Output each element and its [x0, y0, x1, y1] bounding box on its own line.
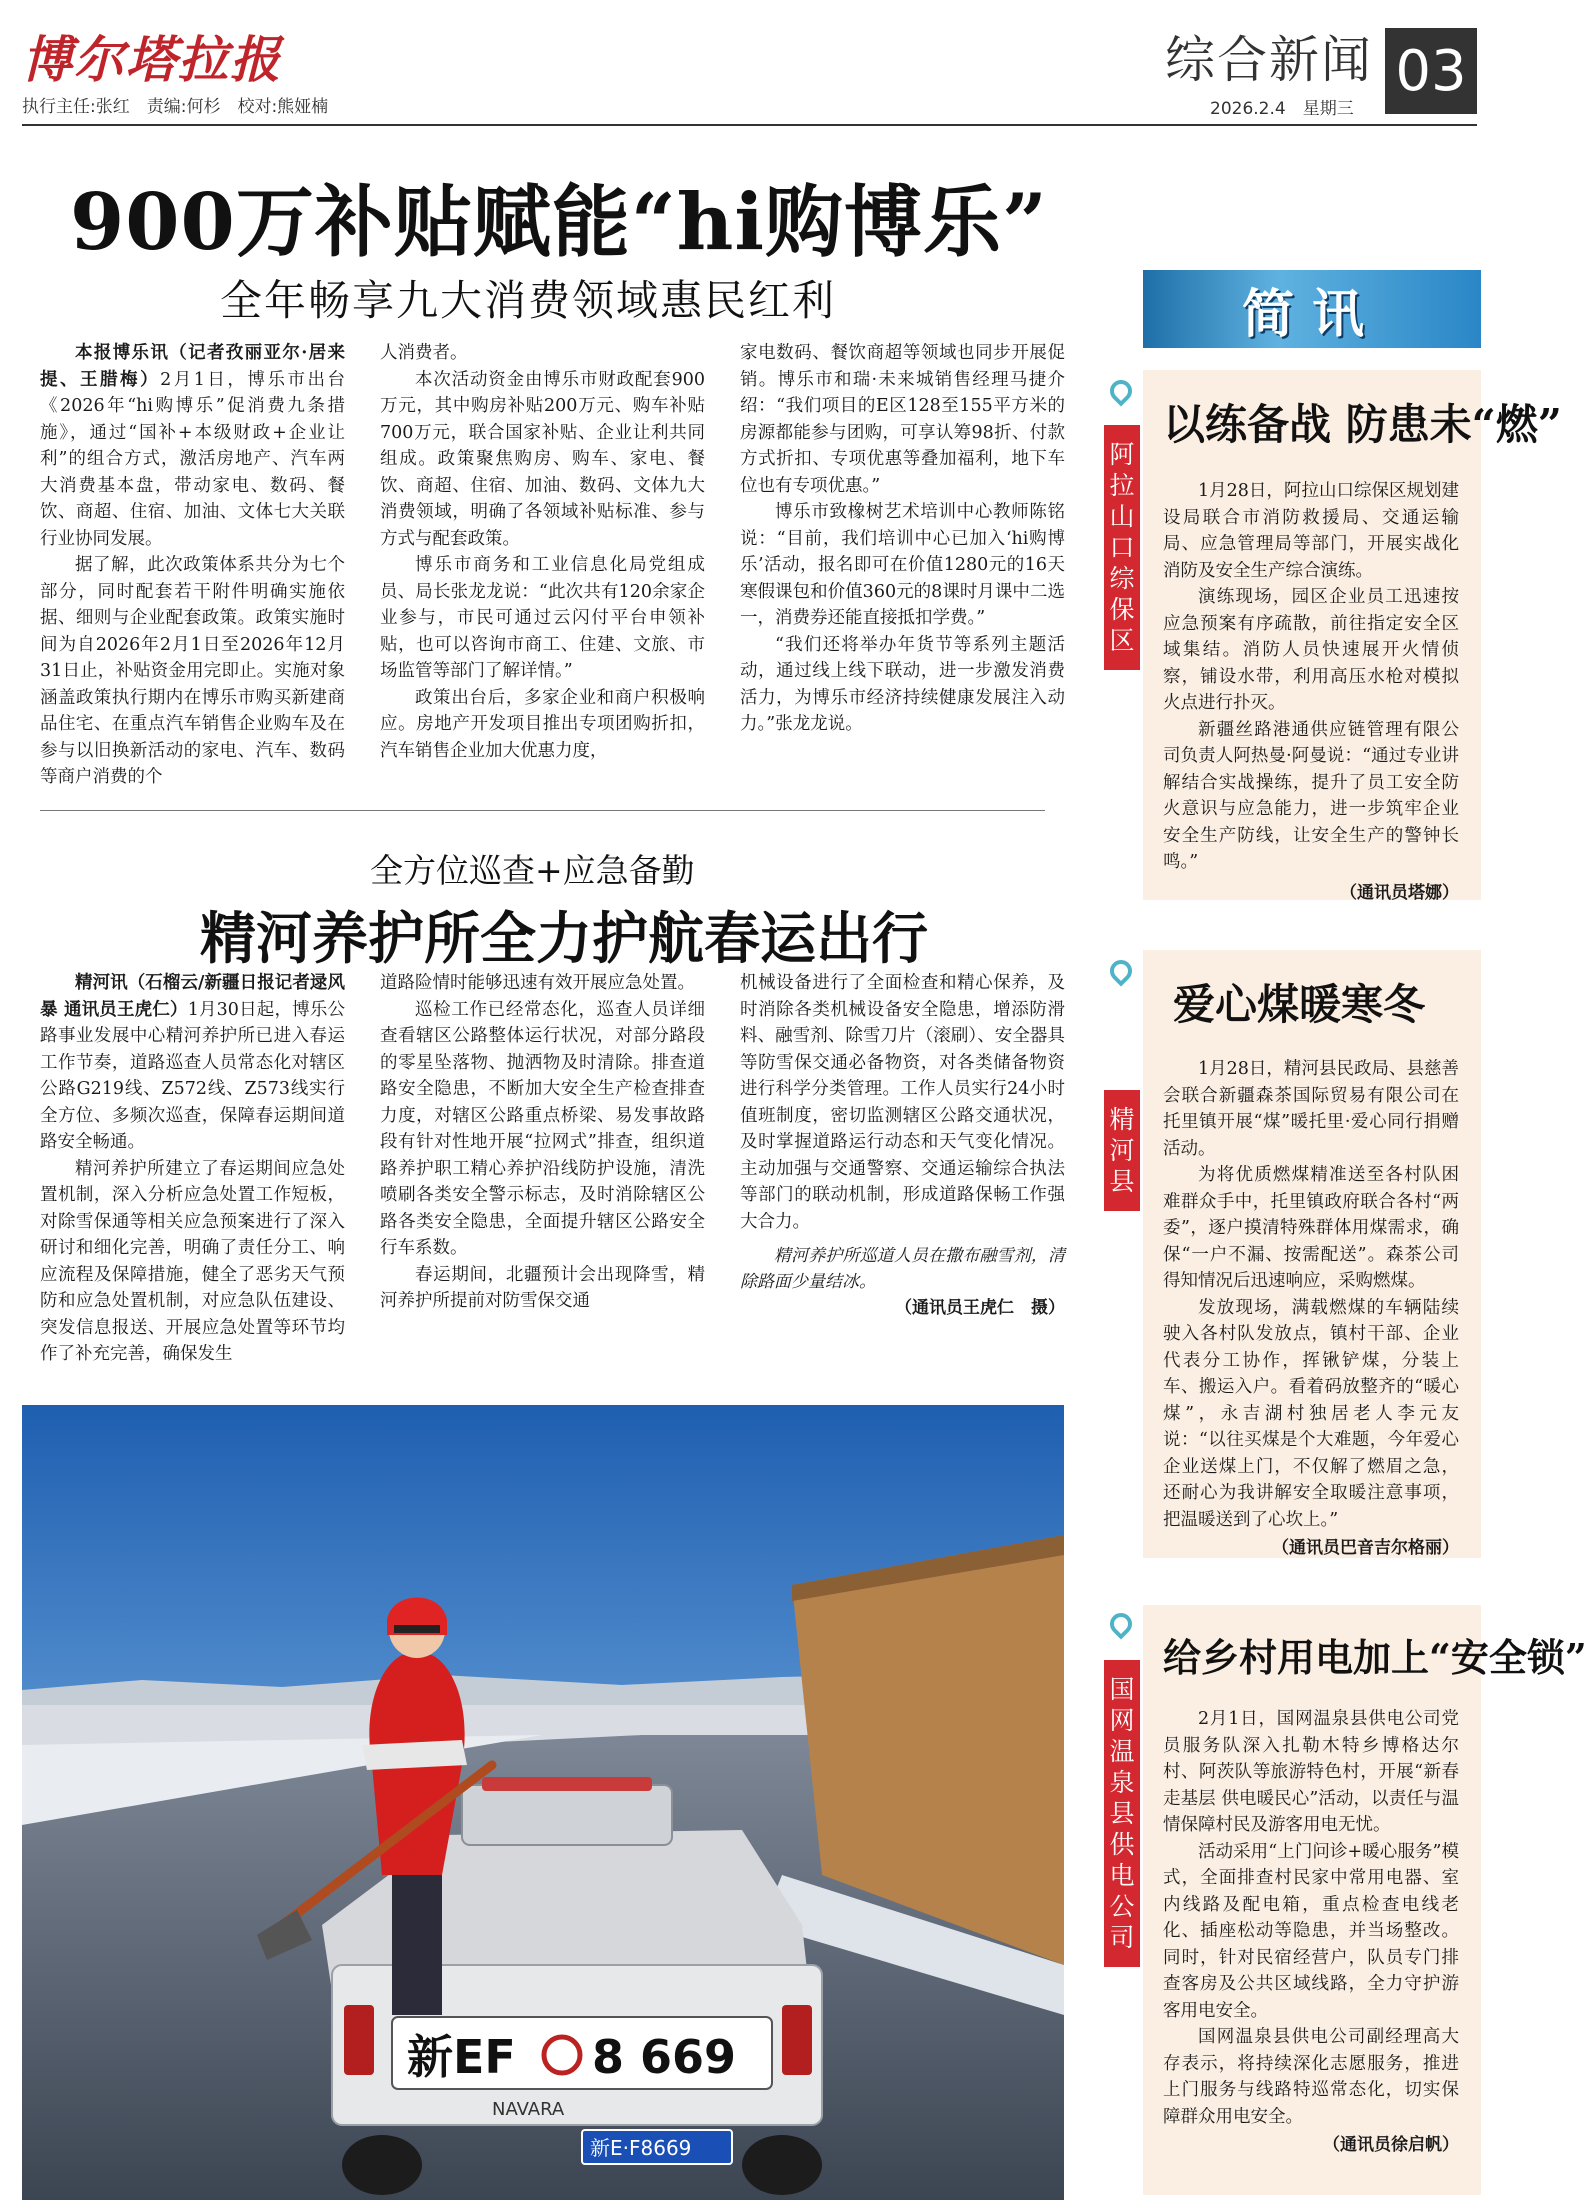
section-title: 综合新闻: [1165, 31, 1373, 89]
article1-paragraph: 家电数码、餐饮商超等领域也同步开展促销。博乐市和瑞·未来城销售经理马捷介绍：“我们项目的E区128至155平方米的房源都能参与团购，可享认筹98折、付款方式折扣、专项优惠等叠加福利，地下车位也有专项优惠。”: [740, 343, 1065, 496]
brief1-title: 以练备战 防患未“燃”: [1163, 400, 1562, 449]
brief2-body: [1163, 1056, 1459, 1562]
masthead-logo: 博尔塔拉报: [22, 30, 282, 89]
brief2-title: 爱心煤暖寒冬: [1173, 980, 1426, 1029]
photo-caption: 精河养护所巡道人员在撒布融雪剂，清除路面少量结冰。: [740, 1246, 1065, 1292]
article2-column-1: [40, 970, 345, 1368]
article2-paragraph: [40, 970, 345, 1156]
brief3-body: [1163, 1706, 1459, 2159]
article1-paragraph: 据了解，此次政策体系共分为七个部分，同时配套若干附件明确实施依据、细则与企业配套政策。政策实施时间为自2026年2月1日至2026年12月31日止，补贴资金用完即止。实施对象涵盖政策执行期内在博乐市购买新建商品住宅、在重点汽车销售企业购车及在参与以旧换新活动的家电、汽车、数码等商户消费的个: [40, 555, 345, 787]
article2-column-2: [380, 970, 705, 1315]
brief3-paragraph: 国网温泉县供电公司副经理高大存表示，将持续深化志愿服务，推进上门服务与线路特巡常态化，切实保障群众用电安全。: [1163, 2027, 1459, 2127]
truck-plate-left: 新EF: [407, 2030, 516, 2084]
brief2-credit: （通讯员巴音吉尔格丽）: [1272, 1538, 1459, 1558]
article2-paragraph: 机械设备进行了全面检查和精心保养，及时消除各类机械设备安全隐患，增添防滑料、融雪剂、除雪刀片（滚刷）、安全器具等防雪保交通必备物资，对各类储备物资进行科学分类管理。工作人员实行24小时值班制度，密切监测辖区公路交通状况，及时掌握道路运行动态和天气变化情况。主动加强与交通警察、交通运输综合执法等部门的联动机制，形成道路保畅工作强大合力。: [740, 973, 1065, 1232]
truck-brand-label: NAVARA: [492, 2099, 565, 2120]
snow-truck-illustration: [22, 1405, 1064, 2200]
article1-text: 2月1日，博乐市出台《2026年“hi购博乐”促消费九条措施》，通过“国补+本级财政+企业让利”的组合方式，激活房地产、汽车两大消费基本盘，带动家电、数码、餐饮、商超、住宿、加油、文体七大关联行业协同发展。: [40, 369, 345, 549]
brief2-paragraph: 为将优质燃煤精准送至各村队困难群众手中，托里镇政府联合各村“两委”，逐户摸清特殊群体用煤需求，确保“一户不漏、按需配送”。森茶公司得知情况后迅速响应，采购燃煤。: [1163, 1165, 1459, 1291]
article2-byline: 精河讯（石榴云/新疆日报记者逯风暴 通讯员王虎仁）: [40, 973, 345, 1020]
brief3-title: 给乡村用电加上“安全锁”: [1163, 1635, 1587, 1680]
briefs-banner: [1143, 270, 1481, 348]
brief1-box: [1143, 370, 1562, 903]
article1-paragraph: 人消费者。: [380, 343, 468, 363]
brief2-paragraph: 1月28日，精河县民政局、县慈善会联合新疆森茶国际贸易有限公司在托里镇开展“煤”暖托里·爱心同行捐赠活动。: [1163, 1059, 1459, 1159]
brief1-location-tag: 阿拉山口综保区: [1104, 425, 1140, 670]
article1-paragraph: 政策出台后，多家企业和商户积极响应。房地产开发项目推出专项团购折扣，汽车销售企业加大优惠力度，: [380, 687, 705, 761]
article1-paragraph: [40, 340, 345, 552]
article2-paragraph: 春运期间，北疆预计会出现降雪，精河养护所提前对防雪保交通: [380, 1264, 705, 1311]
issue-date: 2026.2.4 星期三: [1210, 99, 1354, 119]
brief1-paragraph: 演练现场，园区企业员工迅速按应急预案有序疏散，前往指定安全区域集结。消防人员快速展开火情侦察，铺设水带，利用高压水枪对模拟火点进行扑灭。: [1163, 587, 1459, 713]
article1-column-1: [40, 340, 345, 791]
article1-headline: 900万补贴赋能“hi购博乐”: [70, 177, 1048, 268]
location-pin-icon: [1105, 955, 1136, 986]
location-pin-icon: [1105, 1608, 1136, 1639]
editor-credits: 执行主任:张红 责编:何杉 校对:熊娅楠: [22, 97, 329, 117]
brief3-paragraph: 活动采用“上门问诊+暖心服务”模式，全面排查村民家中常用电器、室内线路及配电箱，重点检查电线老化、插座松动等隐患，并当场整改。同时，针对民宿经营户，队员专门排查客房及公共区域线路，全力守护游客用电安全。: [1163, 1841, 1459, 2021]
article1-paragraph: 博乐市致橡树艺术培训中心教师陈铭说：“目前，我们培训中心已加入‘hi购博乐’活动，报名即可在价值1280元的16天寒假课包和价值360元的8课时月课中二选一，消费券还能直接抵扣学费。”: [740, 502, 1065, 628]
brief3-box: [1143, 1605, 1587, 2195]
article1-column-2: [380, 340, 705, 764]
location-pin-icon: [1105, 375, 1136, 406]
header-divider: [22, 124, 1477, 126]
article2-text: 1月30日起，博乐公路事业发展中心精河养护所已进入春运工作节奏，道路巡查人员常态化对辖区公路G219线、Z572线、Z573线实行全方位、多频次巡查，保障春运期间道路安全畅通。: [40, 999, 346, 1152]
photo-credit: （通讯员王虎仁 摄）: [895, 1298, 1065, 1318]
article1-byline: 本报博乐讯（记者孜丽亚尔·居来提、王腊梅）: [40, 343, 345, 390]
article1-paragraph: 博乐市商务和工业信息化局党组成员、局长张龙龙说：“此次共有120余家企业参与，市民可通过云闪付平台申领补贴，也可以咨询市商工、住建、文旅、市场监管等部门了解详情。”: [380, 555, 705, 681]
article2-column-3: [740, 970, 1065, 1322]
page-number: 03: [1385, 28, 1477, 114]
article2-paragraph: 巡检工作已经常态化，巡查人员详细查看辖区公路整体运行状况，对部分路段的零星坠落物、抛洒物及时清除。排查道路安全隐患，不断加大安全生产检查排查力度，对辖区公路重点桥梁、易发事故路段有针对性地开展“拉网式”排查，组织道路养护职工精心养护沿线防护设施，清洗喷刷各类安全警示标志，及时消除辖区公路各类安全隐患，全面提升辖区公路安全行车系数。: [380, 999, 705, 1258]
brief2-paragraph: 发放现场，满载燃煤的车辆陆续驶入各村队发放点，镇村干部、企业代表分工协作，挥锹铲煤，分装上车、搬运入户。看着码放整齐的“暖心煤”，永吉湖村独居老人李元友说：“以往买煤是个大难题，今年爱心企业送煤上门，不仅解了燃眉之急，还耐心为我讲解安全取暖注意事项，把温暖送到了心坎上。”: [1163, 1297, 1459, 1530]
article1-column-3: [740, 340, 1065, 738]
rear-plate: 新E·F8669: [590, 2136, 692, 2160]
article2-paragraph: 道路险情时能够迅速有效开展应急处置。: [380, 973, 695, 993]
article1-paragraph: 本次活动资金由博乐市财政配套900万元，其中购房补贴200万元、购车补贴700万元，联合国家补贴、企业让利共同组成。政策聚焦购房、购车、家电、餐饮、商超、住宿、加油、数码、文体九大消费领域，明确了各领域补贴标准、参与方式与配套政策。: [380, 369, 705, 549]
article2-kicker: 全方位巡查+应急备勤: [370, 851, 695, 890]
brief1-credit: （通讯员塔娜）: [1340, 882, 1459, 903]
brief1-body: [1163, 478, 1459, 906]
brief3-credit: （通讯员徐启帆）: [1323, 2135, 1459, 2155]
article1-paragraph: “我们还将举办年货节等系列主题活动，通过线上线下联动，进一步激发消费活力，为博乐市经济持续健康发展注入动力。”张龙龙说。: [740, 634, 1065, 734]
news-photo: [22, 1405, 1064, 2200]
article1-subheadline: 全年畅享九大消费领域惠民红利: [220, 276, 837, 325]
brief1-paragraph: 1月28日，阿拉山口综保区规划建设局联合市消防救援局、交通运输局、应急管理局等部门，开展实战化消防及安全生产综合演练。: [1163, 481, 1459, 581]
brief1-paragraph: 新疆丝路港通供应链管理有限公司负责人阿热曼·阿曼说：“通过专业讲解结合实战操练，提升了员工安全防火意识与应急能力，进一步筑牢企业安全生产防线，让安全生产的警钟长鸣。”: [1163, 719, 1459, 872]
article-divider: [40, 810, 1045, 811]
article2-headline: 精河养护所全力护航春运出行: [200, 906, 928, 972]
brief3-paragraph: 2月1日，国网温泉县供电公司党员服务队深入扎勒木特乡博格达尔村、阿茨队等旅游特色村，开展“新春走基层 供电暖民心”活动，以责任与温情保障村民及游客用电无忧。: [1163, 1709, 1459, 1835]
article2-paragraph: 精河养护所建立了春运期间应急处置机制，深入分析应急处置工作短板，对除雪保通等相关应急预案进行了深入研讨和细化完善，明确了责任分工、响应流程及保障措施，健全了恶劣天气预防和应急处置机制，对应急队伍建设、突发信息报送、开展应急处置等环节均作了补充完善，确保发生: [40, 1158, 345, 1364]
brief3-location-tag: 国网温泉县供电公司: [1104, 1660, 1140, 1967]
brief2-location-tag: 精河县: [1104, 1090, 1140, 1211]
truck-plate-right: 8 669: [592, 2030, 737, 2084]
brief2-box: [1143, 950, 1481, 1558]
briefs-banner-label: 简讯: [1241, 283, 1382, 345]
